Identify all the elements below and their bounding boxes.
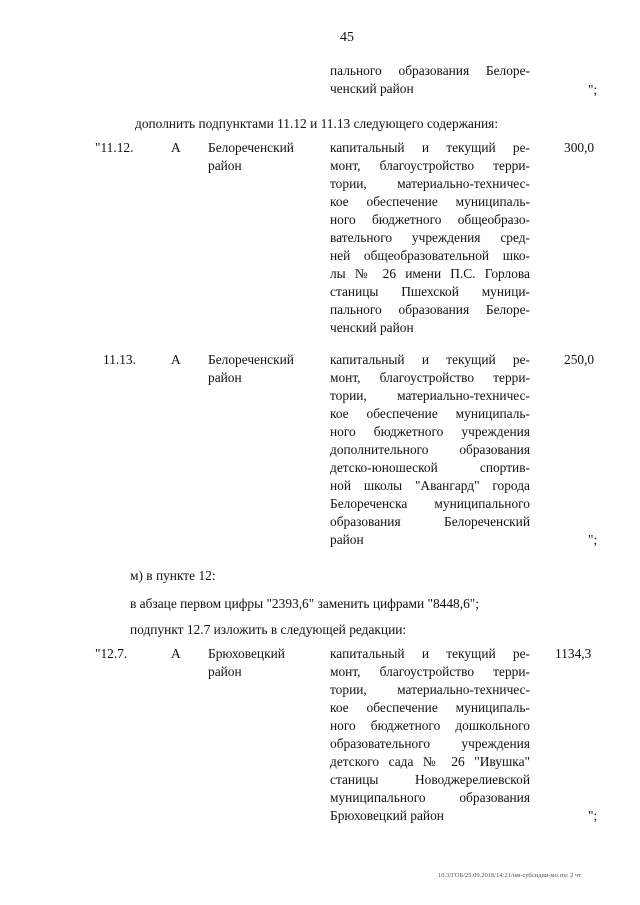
description-line: вательного учреждения сред- bbox=[330, 230, 530, 245]
paragraph-item-12: м) в пункте 12: bbox=[130, 568, 216, 583]
description-line: монт, благоустройство терри- bbox=[330, 370, 530, 385]
district-line: район bbox=[208, 664, 242, 679]
description-line: монт, благоустройство терри- bbox=[330, 158, 530, 173]
district-name bbox=[208, 139, 294, 175]
description-line: ного бюджетного учреждения bbox=[330, 424, 530, 439]
top-fragment bbox=[330, 62, 530, 98]
item-description bbox=[330, 645, 530, 825]
description-line: ного бюджетного дошкольного bbox=[330, 718, 530, 733]
description-line: ней общеобразовательной шко- bbox=[330, 248, 530, 263]
page-number: 45 bbox=[340, 30, 354, 45]
description-line: кое обеспечение муниципаль- bbox=[330, 194, 530, 209]
item-description bbox=[330, 351, 530, 549]
description-line: образовательного учреждения bbox=[330, 736, 530, 751]
description-line: кое обеспечение муниципаль- bbox=[330, 406, 530, 421]
description-line: пального образования Белоре- bbox=[330, 302, 530, 317]
item-number: 11.13. bbox=[103, 352, 136, 367]
paragraph-new-wording: подпункт 12.7 изложить в следующей редакции: bbox=[130, 622, 407, 637]
amount-value: 250,0 bbox=[564, 352, 595, 367]
description-line: станицы Новоджерелиевской bbox=[330, 772, 530, 787]
item-number: "11.12. bbox=[95, 140, 134, 155]
item-description bbox=[330, 139, 530, 337]
description-line: ного бюджетного общеобразо- bbox=[330, 212, 530, 227]
district-line: Белореченский bbox=[208, 140, 294, 155]
district-line: Брюховецкий bbox=[208, 646, 285, 661]
item-letter: А bbox=[171, 646, 181, 661]
item-number: "12.7. bbox=[95, 646, 128, 661]
description-line: лы № 26 имени П.С. Горлова bbox=[330, 266, 530, 281]
description-line: капитальный и текущий ре- bbox=[330, 352, 530, 367]
paragraph-add-subitems: дополнить подпунктами 11.12 и 11.13 следующего содержания: bbox=[135, 116, 499, 131]
description-line: капитальный и текущий ре- bbox=[330, 646, 530, 661]
description-line: муниципального образования bbox=[330, 790, 530, 805]
description-line: тории, материально-техничес- bbox=[330, 176, 530, 191]
end-quote-mark: "; bbox=[588, 532, 598, 547]
description-line: дополнительного образования bbox=[330, 442, 530, 457]
description-line: детского сада № 26 "Ивушка" bbox=[330, 754, 530, 769]
top-fragment-line: пального образования Белоре- bbox=[330, 63, 530, 78]
district-line: район bbox=[208, 158, 242, 173]
top-fragment-line: ченский район bbox=[330, 81, 414, 96]
district-line: Белореченский bbox=[208, 352, 294, 367]
description-line: тории, материально-техничес- bbox=[330, 388, 530, 403]
description-line: монт, благоустройство терри- bbox=[330, 664, 530, 679]
description-line: район bbox=[330, 532, 364, 547]
description-line: Брюховецкий район bbox=[330, 808, 444, 823]
document-footer: 10.3/ГОБ/25.09.2018/14:21/нм-субсидии-мо.rtu: 2 чт bbox=[438, 872, 582, 879]
description-line: Белореченска муниципального bbox=[330, 496, 530, 511]
description-line: детско-юношеской спортив- bbox=[330, 460, 530, 475]
end-quote-mark: "; bbox=[588, 808, 598, 823]
description-line: капитальный и текущий ре- bbox=[330, 140, 530, 155]
description-line: станицы Пшехской муници- bbox=[330, 284, 530, 299]
end-quote-mark: "; bbox=[588, 82, 598, 97]
description-line: образования Белореченский bbox=[330, 514, 530, 529]
district-name bbox=[208, 351, 294, 387]
description-line: тории, материально-техничес- bbox=[330, 682, 530, 697]
description-line: ной школы "Авангард" города bbox=[330, 478, 530, 493]
amount-value: 1134,3 bbox=[555, 646, 592, 661]
item-letter: А bbox=[171, 352, 181, 367]
amount-value: 300,0 bbox=[564, 140, 595, 155]
district-line: район bbox=[208, 370, 242, 385]
district-name bbox=[208, 645, 285, 681]
description-line: кое обеспечение муниципаль- bbox=[330, 700, 530, 715]
description-line: ченский район bbox=[330, 320, 414, 335]
paragraph-replace-figures: в абзаце первом цифры "2393,6" заменить цифрами "8448,6"; bbox=[130, 596, 479, 611]
item-letter: А bbox=[171, 140, 181, 155]
